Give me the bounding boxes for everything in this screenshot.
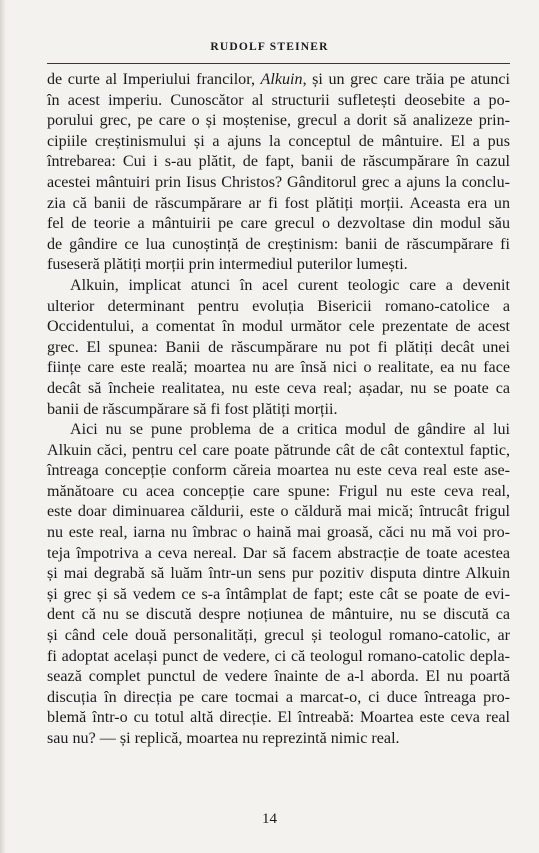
text-line: decât să încheie realitatea, nu este ceva real; așadar, nu se poate ca bbox=[47, 379, 510, 397]
text-line: în acest imperiu. Cunoscător al structurii sufletești deosebite a po- bbox=[47, 91, 510, 109]
text-line: dent că nu se discută despre noțiunea de mântuire, nu se discută ca bbox=[47, 606, 510, 624]
text-line: banii de răscumpărare să fi fost plătiți morții. bbox=[47, 400, 338, 418]
text-line: Alkuin căci, pentru cel care poate pătrunde cât de cât contextul faptic, bbox=[47, 441, 510, 459]
paragraph-1 bbox=[47, 70, 510, 276]
text-line: ființe care este reală; moartea nu are însă nici o realitate, ea nu face bbox=[47, 359, 510, 377]
text-line: Aici nu se pune problema de a critica modul de gândire al lui bbox=[70, 421, 510, 439]
text-line: nu este real, iarna nu îmbrac o haină mai groasă, căci nu mă voi pro- bbox=[47, 524, 510, 542]
text-line: Occidentului, a comentat în modul următor cele prezentate de acest bbox=[47, 318, 510, 336]
text-line: de curte al Imperiului francilor, Alkuin, și un grec care trăia pe atunci bbox=[47, 71, 510, 88]
text-line: zia că banii de răscumpărare ar fi fost plătiți morții. Aceasta era un bbox=[47, 194, 510, 212]
text-line: întrebarea: Cui i s-au plătit, de fapt, banii de răscumpărare în cazul bbox=[47, 153, 510, 171]
text-line: discuția în direcția pe care tocmai a marcat-o, ci duce întreaga pro- bbox=[47, 688, 510, 706]
text-line: ulterior determinant pentru evoluția Bisericii romano-catolice a bbox=[47, 297, 510, 315]
text-line: fel de teorie a mântuirii pe care grecul o dezvoltase din modul său bbox=[47, 215, 510, 233]
text-line: fuseseră plătiți morții prin intermediul puterilor lumești. bbox=[47, 256, 408, 274]
text-line: cipiile creștinismului și a ajuns la conceptul de mântuire. El a pus bbox=[47, 132, 510, 150]
text-line: întreaga concepție conform căreia moartea nu este ceva real este ase- bbox=[47, 462, 510, 480]
text-line: și grec și să vedem ce s-a întâmplat de fapt; este cât se poate de evi- bbox=[47, 585, 510, 603]
text-line: blemă într-o cu totul altă direcție. El întreabă: Moartea este ceva real bbox=[47, 709, 510, 727]
body-text bbox=[47, 70, 510, 750]
text-line: sează complet punctul de vedere înainte de a-l aborda. El nu poartă bbox=[47, 668, 510, 686]
text-line: Alkuin, implicat atunci în acel curent teologic care a devenit bbox=[70, 276, 510, 294]
paragraph-2 bbox=[47, 276, 510, 420]
text-line: fi adoptat același punct de vedere, ci că teologul romano-catolic depla- bbox=[47, 647, 510, 665]
text-line: sau nu? — și replică, moartea nu reprezintă nimic real. bbox=[47, 730, 400, 747]
text-line: și mai degrabă să luăm într-un sens pur pozitiv disputa dintre Alkuin bbox=[47, 565, 510, 583]
text-line: teja împotriva a ceva nereal. Dar să facem abstracție de toate acestea bbox=[47, 544, 510, 562]
text-line: mănătoare cu acea concepție care spune: Frigul nu este ceva real, bbox=[47, 482, 510, 500]
page-edge-shadow bbox=[0, 0, 6, 853]
text-line: grec. El spunea: Banii de răscumpărare nu pot fi plătiți decât unei bbox=[47, 338, 510, 356]
header-rule bbox=[47, 63, 510, 64]
text-line: acestei mântuiri prin Iisus Christos? Gânditorul grec a ajuns la conclu- bbox=[47, 173, 510, 191]
emphasis-alkuin: Alkuin bbox=[260, 71, 303, 88]
text-line: porului grec, pe care o și moștenise, grecul a dorit să analizeze prin- bbox=[47, 112, 510, 130]
running-head: RUDOLF STEINER bbox=[210, 41, 329, 53]
page-number: 14 bbox=[262, 811, 277, 827]
text-line: de gândire ce lua cunoștință de creștinism: banii de răscumpărare fi bbox=[47, 235, 510, 253]
text-line: este doar diminuarea căldurii, este o căldură mai mică; întrucât frigul bbox=[47, 503, 510, 521]
paragraph-3 bbox=[47, 420, 510, 750]
text-line: și când cele două personalități, grecul și teologul romano-catolic, ar bbox=[47, 627, 510, 645]
